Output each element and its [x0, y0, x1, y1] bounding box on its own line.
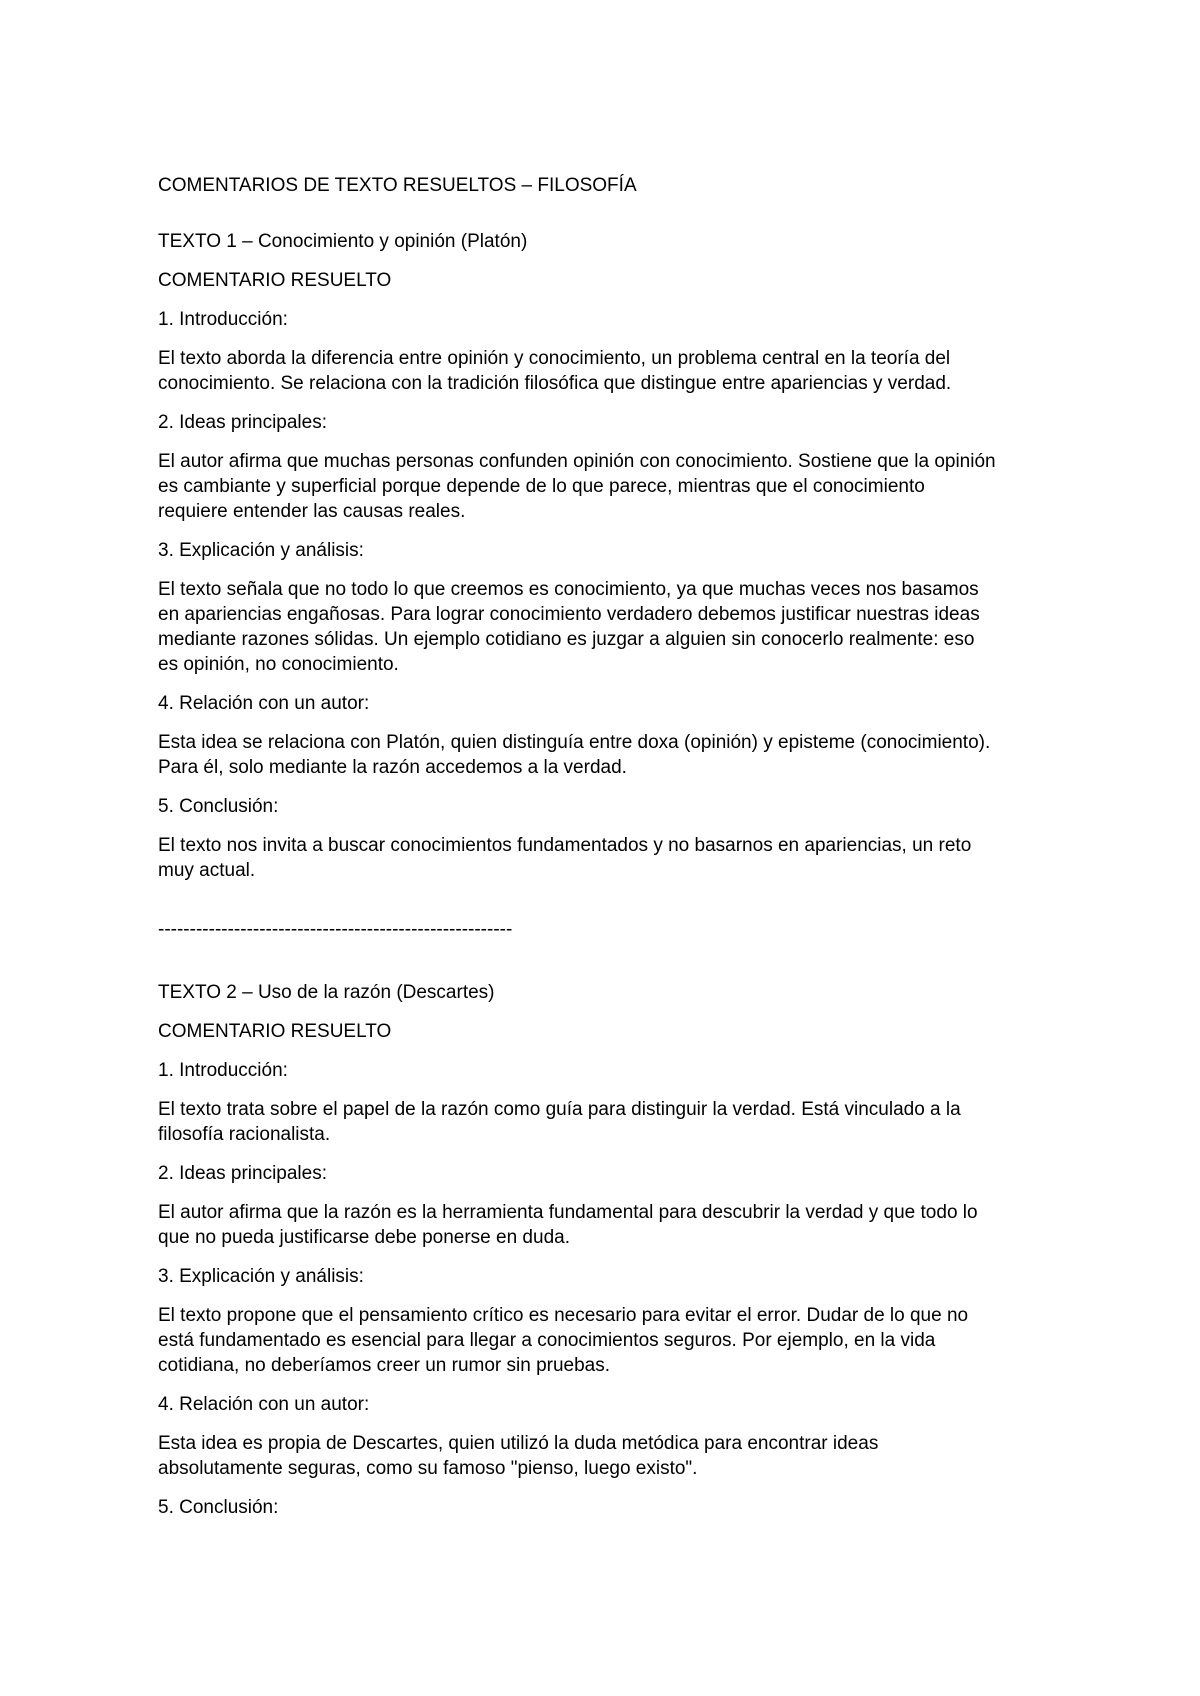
paragraph-line: filosofía racionalista. [158, 1124, 331, 1145]
paragraph-line: que no pueda justificarse debe ponerse en duda. [158, 1227, 570, 1248]
paragraph-line: El texto señala que no todo lo que creemos es conocimiento, ya que muchas veces nos basamos [158, 579, 979, 600]
paragraph-line: Para él, solo mediante la razón accedemos a la verdad. [158, 757, 627, 778]
texto-1-explicacion-label: 3. Explicación y análisis: [158, 540, 364, 561]
paragraph-line: requiere entender las causas reales. [158, 501, 466, 522]
paragraph-line: está fundamentado es esencial para llegar a conocimientos seguros. Por ejemplo, en la vida [158, 1330, 936, 1351]
paragraph-line: mediante razones sólidas. Un ejemplo cotidiano es juzgar a alguien sin conocerlo realmente: eso [158, 629, 975, 650]
paragraph-line: absolutamente seguras, como su famoso "pienso, luego existo". [158, 1458, 698, 1479]
document-page [158, 173, 1078, 1534]
texto-2-ideas-label: 2. Ideas principales: [158, 1163, 327, 1184]
texto-2-relacion-label: 4. Relación con un autor: [158, 1394, 370, 1415]
texto-2-heading: TEXTO 2 – Uso de la razón (Descartes) [158, 982, 495, 1003]
texto-1-section [158, 229, 1078, 883]
texto-2-ideas-paragraph [158, 1200, 1078, 1250]
texto-1-introduccion-paragraph [158, 346, 1078, 396]
divider-dashes: -------------------------------------------------------- [158, 919, 513, 940]
texto-2-explicacion-label: 3. Explicación y análisis: [158, 1266, 364, 1287]
texto-1-ideas-paragraph [158, 449, 1078, 524]
paragraph-line: cotidiana, no deberíamos creer un rumor sin pruebas. [158, 1355, 611, 1376]
paragraph-line: El autor afirma que la razón es la herramienta fundamental para descubrir la verdad y que todo lo [158, 1202, 978, 1223]
texto-1-relacion-paragraph [158, 730, 1078, 780]
paragraph-line: es cambiante y superficial porque depende de lo que parece, mientras que el conocimiento [158, 476, 925, 497]
paragraph-line: conocimiento. Se relaciona con la tradición filosófica que distingue entre apariencias y verdad. [158, 373, 952, 394]
document-title: COMENTARIOS DE TEXTO RESUELTOS – FILOSOFÍA [158, 175, 637, 196]
paragraph-line: El texto nos invita a buscar conocimientos fundamentados y no basarnos en apariencias, un reto [158, 835, 972, 856]
texto-1-heading: TEXTO 1 – Conocimiento y opinión (Platón) [158, 231, 528, 252]
texto-2-comentario-label: COMENTARIO RESUELTO [158, 1021, 392, 1042]
paragraph-line: El texto aborda la diferencia entre opinión y conocimiento, un problema central en la teoría del [158, 348, 951, 369]
paragraph-line: es opinión, no conocimiento. [158, 654, 399, 675]
texto-2-section [158, 980, 1078, 1520]
section-divider [158, 917, 1078, 942]
paragraph-line: muy actual. [158, 860, 256, 881]
texto-2-relacion-paragraph [158, 1431, 1078, 1481]
texto-1-introduccion-label: 1. Introducción: [158, 309, 288, 330]
paragraph-line: en apariencias engañosas. Para lograr conocimiento verdadero debemos justificar nuestras ideas [158, 604, 980, 625]
paragraph-line: El autor afirma que muchas personas confunden opinión con conocimiento. Sostiene que la opinión [158, 451, 996, 472]
texto-2-introduccion-label: 1. Introducción: [158, 1060, 288, 1081]
paragraph-line: El texto propone que el pensamiento crítico es necesario para evitar el error. Dudar de lo que no [158, 1305, 969, 1326]
texto-1-conclusion-label: 5. Conclusión: [158, 796, 279, 817]
texto-1-conclusion-paragraph [158, 833, 1078, 883]
texto-2-explicacion-paragraph [158, 1303, 1078, 1378]
texto-1-ideas-label: 2. Ideas principales: [158, 412, 327, 433]
texto-1-relacion-label: 4. Relación con un autor: [158, 693, 370, 714]
texto-1-comentario-label: COMENTARIO RESUELTO [158, 270, 392, 291]
texto-2-conclusion-label: 5. Conclusión: [158, 1497, 279, 1518]
paragraph-line: El texto trata sobre el papel de la razón como guía para distinguir la verdad. Está vinculado a la [158, 1099, 961, 1120]
paragraph-line: Esta idea se relaciona con Platón, quien distinguía entre doxa (opinión) y episteme (conocimiento). [158, 732, 991, 753]
texto-1-explicacion-paragraph [158, 577, 1078, 677]
texto-2-introduccion-paragraph [158, 1097, 1078, 1147]
paragraph-line: Esta idea es propia de Descartes, quien utilizó la duda metódica para encontrar ideas [158, 1433, 879, 1454]
